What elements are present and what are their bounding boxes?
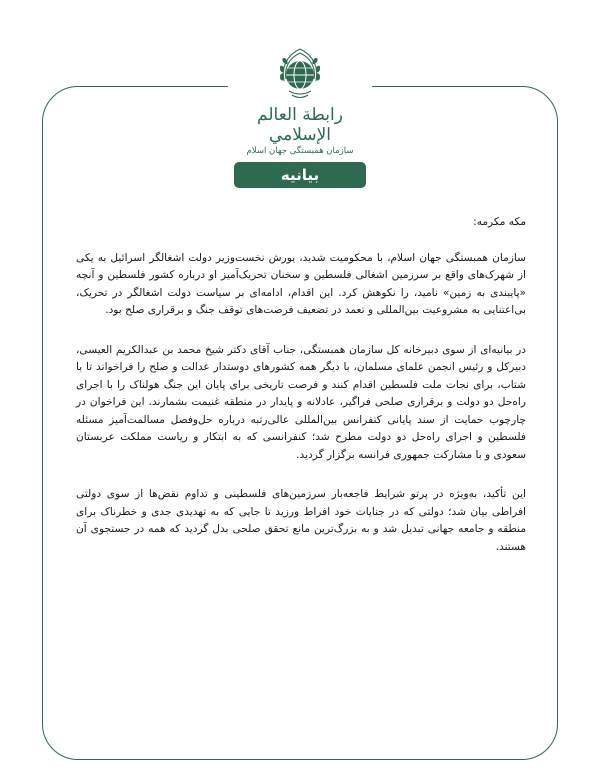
- statement-body: [76, 214, 526, 578]
- document-type-banner: بیانیه: [234, 162, 366, 188]
- organization-logo: [228, 45, 372, 161]
- salutation: مکه مکرمه:: [473, 216, 526, 228]
- organization-name-persian: سازمان همبستگی جهان اسلام: [246, 146, 354, 156]
- paragraph-1: سازمان همبستگی جهان اسلام، با محکومیت شدید، یورش نخست‌وزیر دولت اشغالگر اسرائیل به یکی از شهرک‌های واقع بر سرزمین اشغالی فلسطین و سخنان تحریک‌آمیز او درباره کشور فلسطین و آنچه «پایبندی به زمین» نامید، را نکوهش کرد. این اقدام، ادامه‌ای بر سیاست دولت اشغالگر در تحریک، بی‌اعتنایی به مشروعیت بین‌المللی و تعمد در تضعیف فرصت‌های توقف جنگ و برقراری صلح بود.: [76, 251, 526, 316]
- paragraph-2: در بیانیه‌ای از سوی دبیرخانه کل سازمان همبستگی، جناب آقای دکتر شیخ محمد بن عبدالکریم العیسی، دبیرکل و رئیس انجمن علمای مسلمان، با دیگر همه کشورهای دوستدار عدالت و صلح را فراخواند تا با شتاب، برای نجات ملت فلسطین اقدام کنند و فرصت تاریخی برای پایان این جنگ هولناک را با اجرای راه‌حل دو دولت و برقراری صلحی فراگیر، عادلانه و پایدار در منطقه غنیمت بشمارند. این فراخوان در چارچوب حمایت از سند پایانی کنفرانس بین‌المللی عالی‌رتبه درباره حل‌وفصل مسالمت‌آمیز مسئله فلسطین و اجرای راه‌حل دو دولت مطرح شد؛ کنفرانسی که به ابتکار و ریاست مملکت عربستان سعودی و با مشارکت جمهوری فرانسه برگزار گردید.: [76, 343, 526, 461]
- globe-emblem-icon: [273, 45, 327, 103]
- paragraph-3: این تأکید، به‌ویژه در پرتو شرایط فاجعه‌بار سرزمین‌های فلسطینی و تداوم نقض‌ها از سوی دولتی افراطی بیان شد؛ دولتی که در جنایات خود افراط ورزید تا جایی که به تهدیدی جدی و خطرناک برای منطقه و جامعه جهانی تبدیل شد و به بزرگ‌ترین مانع تحقق صلحی بدل گردید که همه در جستجوی آن هستند.: [76, 488, 526, 553]
- organization-name-arabic: رابطة العالم الإسلامي: [257, 105, 343, 145]
